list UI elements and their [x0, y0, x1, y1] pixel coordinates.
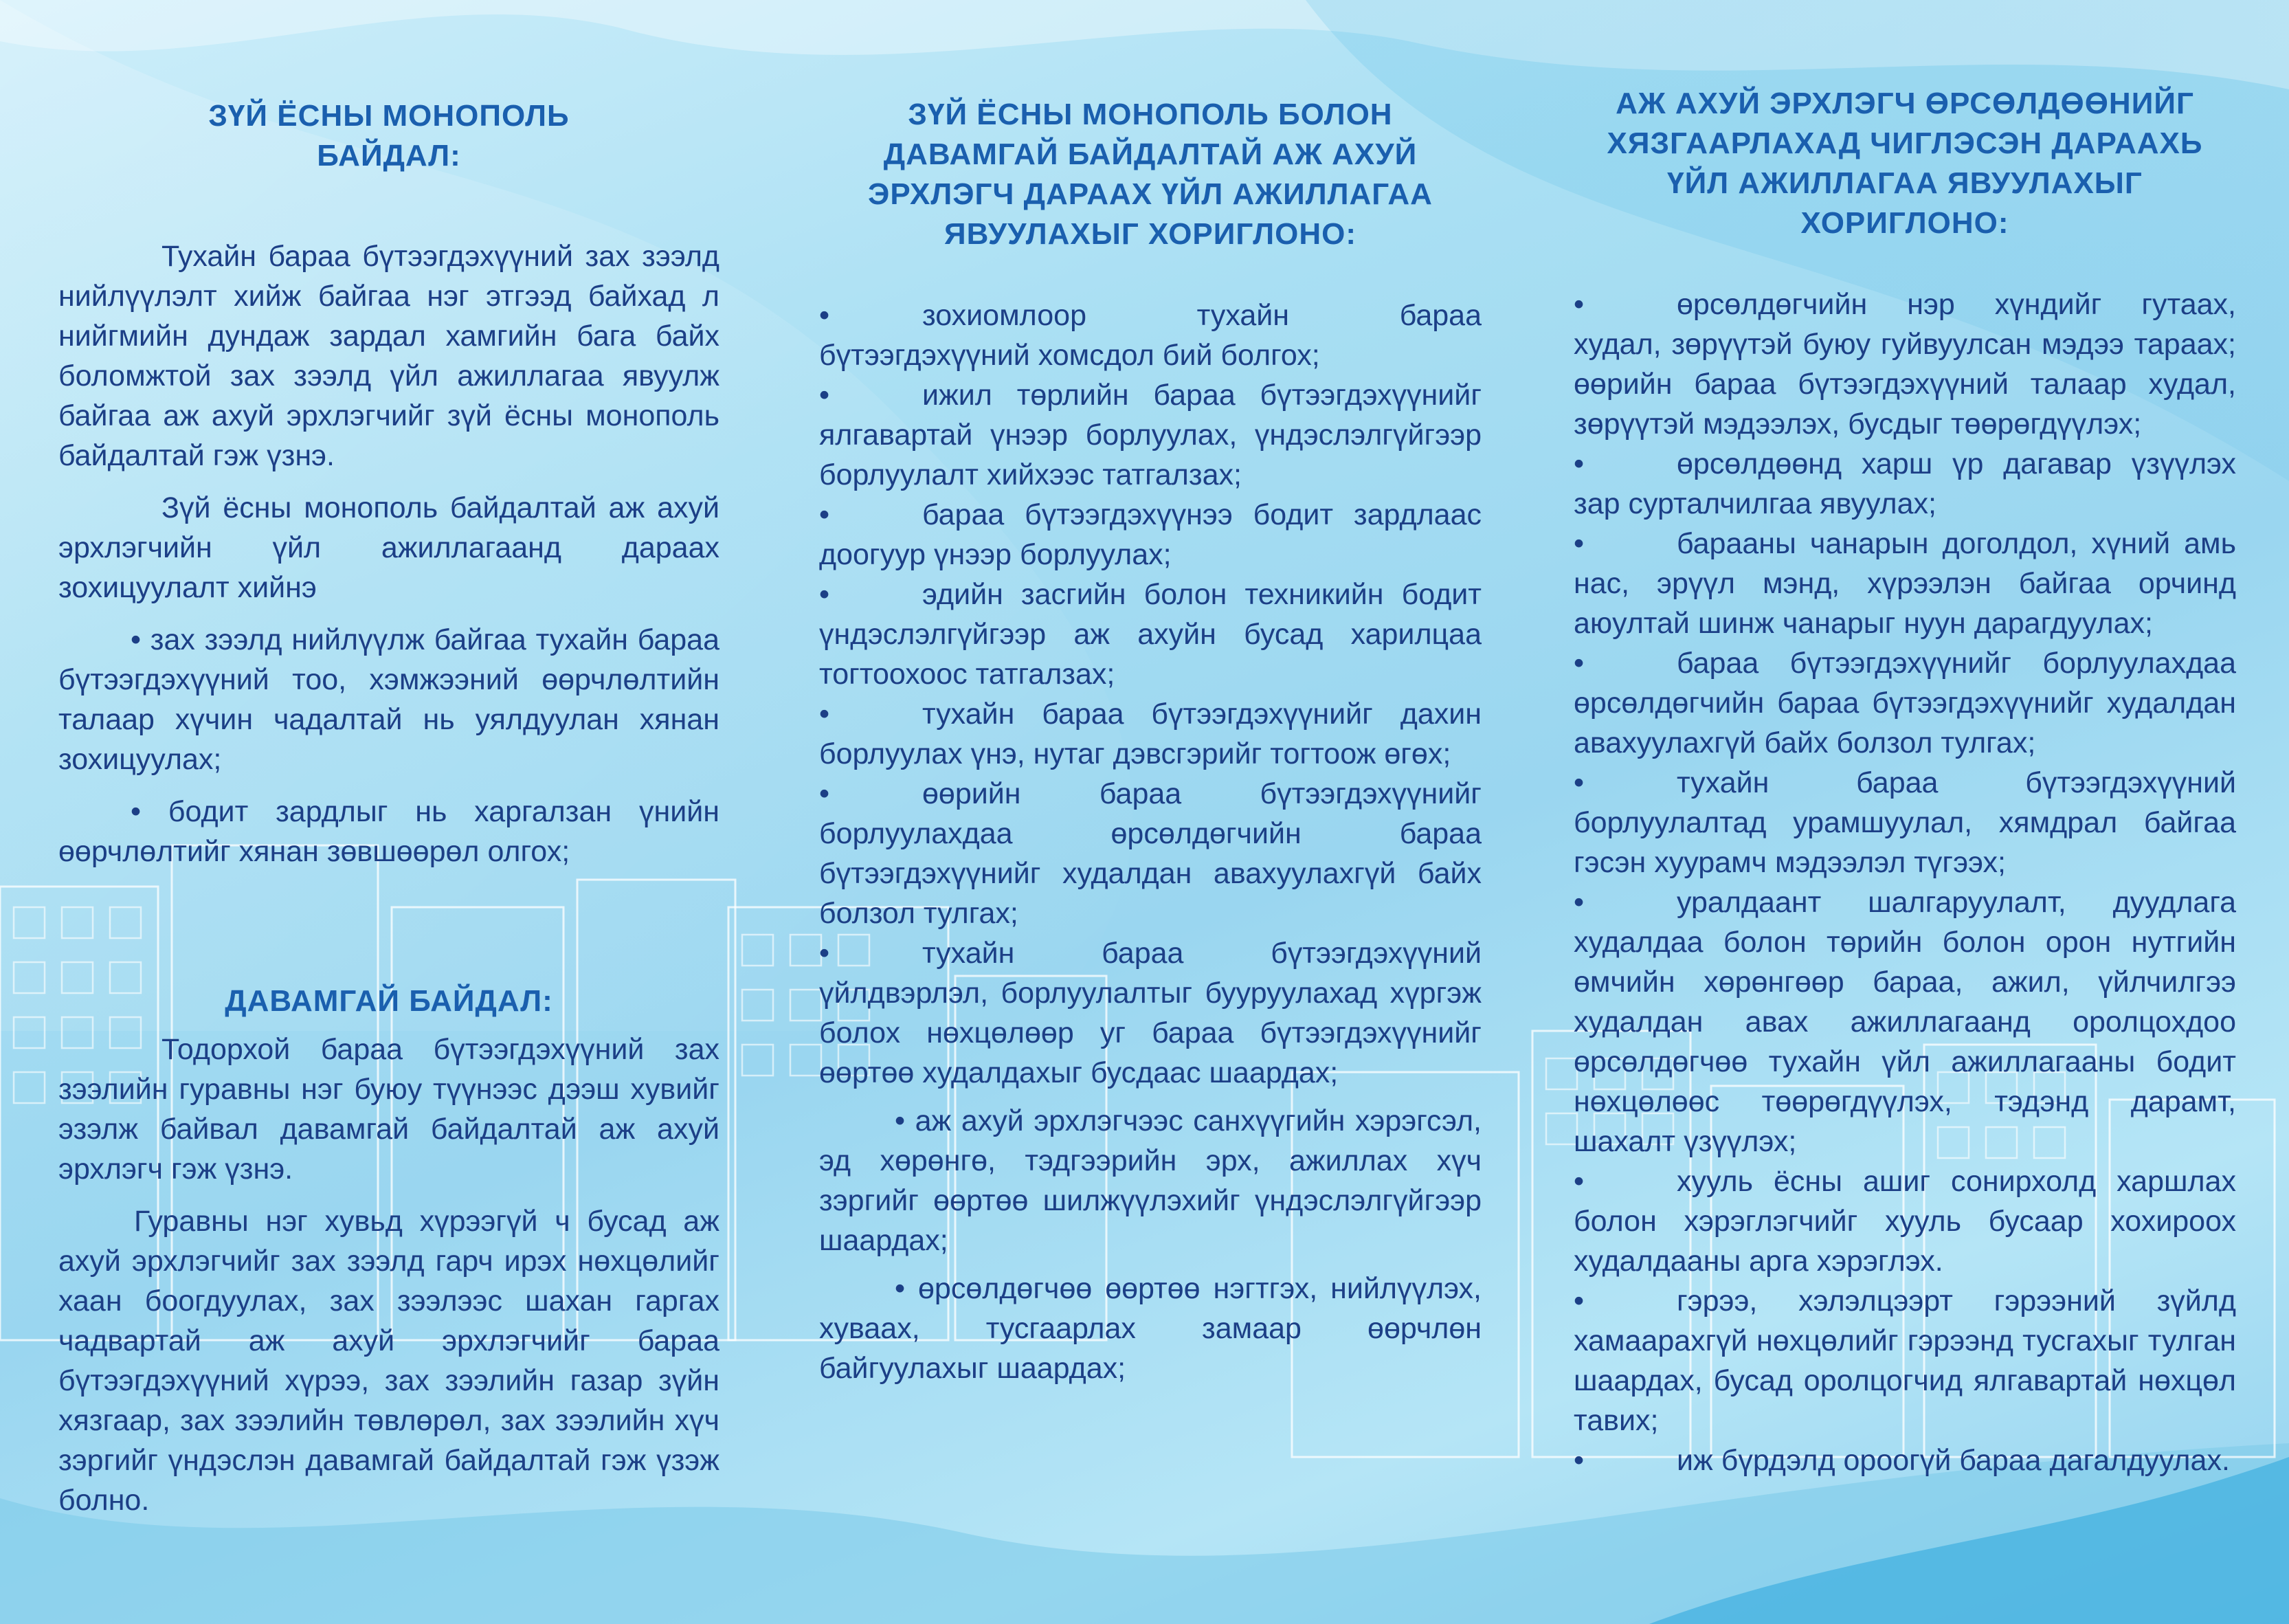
- column-prohibited-actions-monopoly: [819, 0, 1482, 1624]
- list-item: • иж бүрдэлд ороогүй бараа дагалдуулах.: [1574, 1441, 2236, 1480]
- list-item: • тухайн бараа бүтээгдэхүүнийг дахин борлуулах үнэ, нутаг дэвсгэрийг тогтоож өгөх;: [819, 694, 1482, 774]
- paragraph-natural-monopoly-definition: Тухайн бараа бүтээгдэхүүний зах зээлд нийлүүлэлт хийж байгаа нэг этгээд байхад л нийгмийн дундаж зардал хамгийн бага байх боломжтой зах зээлд үйл ажиллагаа явуулж байгаа аж ахуй эрхлэгчийг зүй ёсны монополь байдалтай гэж үзнэ.: [58, 240, 719, 472]
- bullet-icon: •: [1574, 1284, 1585, 1317]
- bullet-icon: •: [1574, 1165, 1585, 1198]
- list-item: • өрсөлдөгчөө өөртөө нэгтгэх, нийлүүлэх, хуваах, тусгаарлах замаар өөрчлөн байгуулахыг шаардах;: [819, 1272, 1482, 1385]
- heading-competition-restriction: АЖ АХУЙ ЭРХЛЭГЧ ӨРСӨЛДӨӨНИЙГ ХЯЗГААРЛАХАД ЧИГЛЭСЭН ДАРААХЬ ҮЙЛ АЖИЛЛАГАА ЯВУУЛАХЫГ ХОРИГЛОНО:: [1607, 87, 2203, 240]
- list-item: • эдийн засгийн болон техникийн бодит үндэслэлгүйгээр аж ахуйн бусад харилцаа тогтоохоос татгалзах;: [819, 575, 1482, 694]
- paragraph-natural-monopoly-regulation: Зүй ёсны монополь байдалтай аж ахуй эрхлэгчийн үйл ажиллагаанд дараах зохицуулалт хийнэ: [58, 491, 719, 604]
- heading-dominant-position: ДАВАМГАЙ БАЙДАЛ:: [225, 984, 553, 1018]
- list-item: • бодит зардлыг нь харгалзан үнийн өөрчлөлтийг хянан зөвшөөрөл олгох;: [58, 795, 719, 868]
- list-item: • уралдаант шалгаруулалт, дуудлага худалдаа болон төрийн болон орон нутгийн өмчийн хөрөнгөөр бараа, ажил, үйлчилгээ худалдан авах ажиллагаанд оролцохдоо өрсөлдөгчөө тухайн үйл ажиллагааны бодит нөхцөлөөс төөрөгдүүлэх, тэдэнд дарамт, шахалт үзүүлэх;: [1574, 882, 2236, 1161]
- list-item: • бараа бүтээгдэхүүнээ бодит зардлаас доогуур үнээр борлуулах;: [819, 495, 1482, 575]
- heading-prohibited-actions: ЗҮЙ ЁСНЫ МОНОПОЛЬ БОЛОН ДАВАМГАЙ БАЙДАЛТАЙ АЖ АХУЙ ЭРХЛЭГЧ ДАРААХ ҮЙЛ АЖИЛЛАГАА ЯВУУЛАХЫГ ХОРИГЛОНО:: [868, 98, 1433, 251]
- list-item: • ижил төрлийн бараа бүтээгдэхүүнийг ялгавартай үнээр борлуулах, үндэслэлгүйгээр борлуулалт хийхээс татгалзах;: [819, 375, 1482, 495]
- bullet-icon: •: [819, 777, 830, 810]
- heading-natural-monopoly: ЗҮЙ ЁСНЫ МОНОПОЛЬ БАЙДАЛ:: [208, 99, 570, 173]
- bullet-icon: •: [819, 299, 830, 332]
- list-item: • өрсөлдөгчийн нэр хүндийг гутаах, худал, зөрүүтэй буюу гуйвуулсан мэдээ тараах; өөрийн бараа бүтээгдэхүүний талаар худал, зөрүүтэй мэдээлэх, бусдыг төөрөгдүүлэх;: [1574, 285, 2236, 444]
- bullet-icon: •: [1574, 527, 1585, 560]
- column-prohibited-actions-competition: [1574, 0, 2236, 1624]
- list-item: • бараа бүтээгдэхүүнийг борлуулахдаа өрсөлдөгчийн бараа бүтээгдэхүүнийг худалдан авахуулахгүй байх болзол тулгах;: [1574, 643, 2236, 763]
- bullet-icon: •: [1574, 288, 1585, 321]
- list-item: • зах зээлд нийлүүлж байгаа тухайн бараа бүтээгдэхүүний тоо, хэмжээний өөрчлөлтийн талаар хүчин чадалтай нь уялдуулан хянан зохицуулах;: [58, 623, 719, 776]
- paragraph-dominant-definition: Тодорхой бараа бүтээгдэхүүний зах зээлийн гуравны нэг буюу түүнээс дээш хувийг эзэлж байвал давамгай байдалтай аж ахуй эрхлэгч гэж үзнэ.: [58, 1033, 719, 1186]
- bullet-icon: •: [819, 379, 830, 412]
- bullet-icon: •: [1574, 766, 1585, 799]
- column-natural-monopoly: [58, 0, 719, 1624]
- paragraph-dominant-criteria: Гуравны нэг хувьд хүрээгүй ч бусад аж ахуй эрхлэгчийг зах зээлд гарч ирэх нөхцөлийг хаан боогдуулах, зах зээлээс шахан гаргах чадвартай аж ахуй эрхлэгчийг бараа бүтээгдэхүүний хүрээ, зах зээлийн газар зүйн хязгаар, зах зээлийн төвлөрөл, зах зээлийн хүч зэргийг үндэслэн давамгай байдалтай гэж үзэж болно.: [58, 1205, 719, 1517]
- list-item: • барааны чанарын доголдол, хүний амь нас, эрүүл мэнд, хүрээлэн байгаа орчинд аюултай шинж чанарыг нуун дарагдуулах;: [1574, 524, 2236, 643]
- bullet-icon: •: [1574, 647, 1585, 680]
- bullet-icon: •: [1574, 886, 1585, 919]
- list-item: • тухайн бараа бүтээгдэхүүний үйлдвэрлэл, борлуулалтыг бууруулахад хүргэж болох нөхцөлөөр уг бараа бүтээгдэхүүнийг өөртөө худалдахыг бусдаас шаардах;: [819, 933, 1482, 1093]
- list-item: • тухайн бараа бүтээгдэхүүний борлуулалтад урамшуулал, хямдрал байгаа гэсэн хуурамч мэдээлэл түгээх;: [1574, 763, 2236, 882]
- bullet-icon: •: [819, 698, 830, 731]
- list-item: • аж ахуй эрхлэгчээс санхүүгийн хэрэгсэл, эд хөрөнгө, тэдгээрийн эрх, ажиллах хүч зэргийг өөртөө шилжүүлэхийг үндэслэлгүйгээр шаардах;: [819, 1104, 1482, 1257]
- list-item: • өрсөлдөөнд харш үр дагавар үзүүлэх зар сурталчилгаа явуулах;: [1574, 444, 2236, 524]
- bullet-icon: •: [819, 578, 830, 611]
- list-item: • хууль ёсны ашиг сонирхолд харшлах болон хэрэглэгчийг хууль бусаар хохироох худалдааны арга хэрэглэх.: [1574, 1161, 2236, 1281]
- bullet-icon: •: [1574, 447, 1585, 480]
- list-item: • зохиомлоор тухайн бараа бүтээгдэхүүний хомсдол бий болгох;: [819, 296, 1482, 375]
- bullet-icon: •: [1574, 1444, 1585, 1477]
- list-item: • өөрийн бараа бүтээгдэхүүнийг борлуулахдаа өрсөлдөгчийн бараа бүтээгдэхүүнийг худалдан авахуулахгүй байх болзол тулгах;: [819, 774, 1482, 933]
- list-item: • гэрээ, хэлэлцээрт гэрээний зүйлд хамаарахгүй нөхцөлийг гэрээнд тусгахыг тулган шаардах, бусад оролцогчид ялгавартай нөхцөл тавих;: [1574, 1281, 2236, 1441]
- bullet-icon: •: [819, 498, 830, 531]
- bullet-icon: •: [819, 937, 830, 970]
